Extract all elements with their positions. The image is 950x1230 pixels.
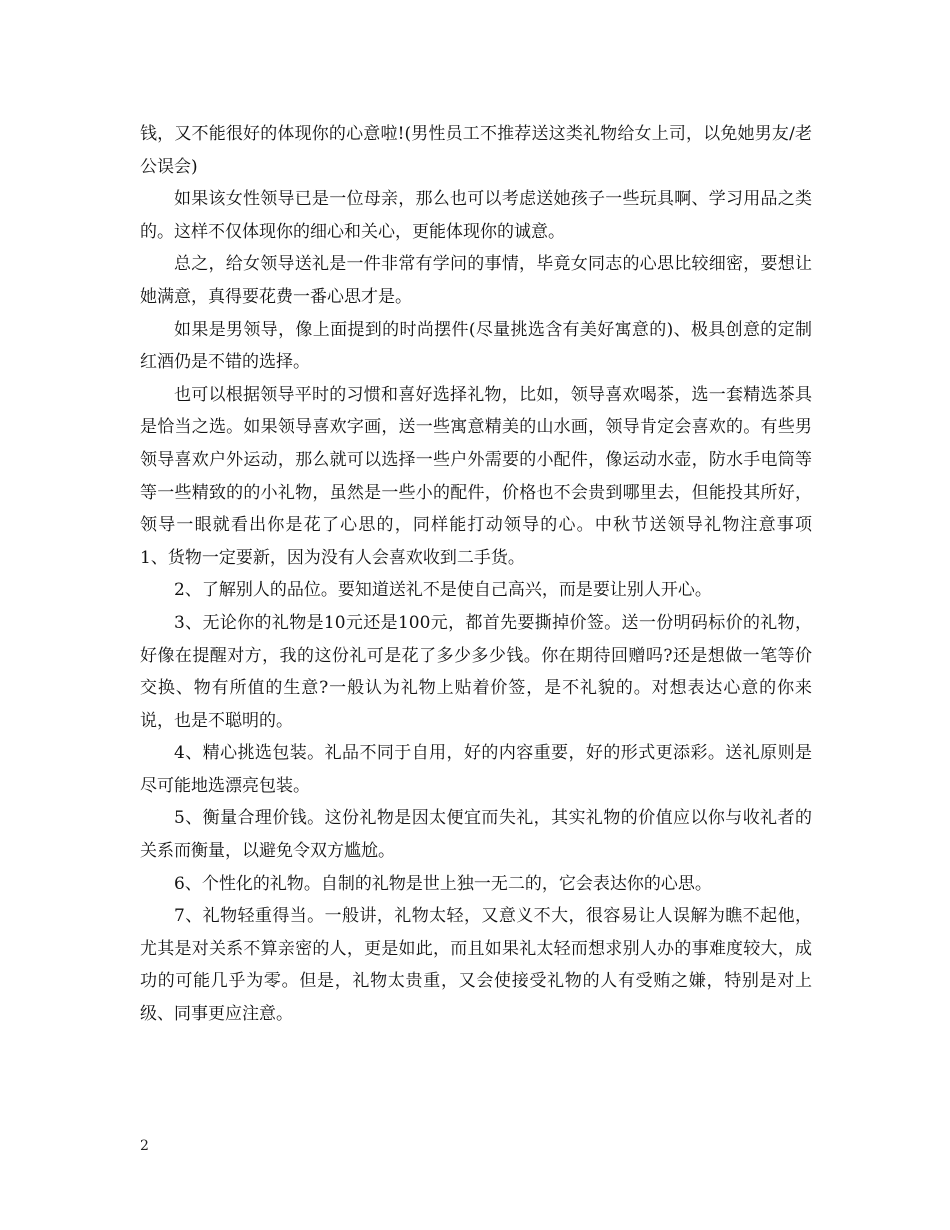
paragraph: 3、无论你的礼物是10元还是100元，都首先要撕掉价签。送一份明码标价的礼物，好像在提醒对方，我的这份礼可是花了多少多少钱。你在期待回赠吗?还是想做一笔等价交换、物有所值的生意?一般认为礼物上贴着价签，是不礼貌的。对想表达心意的你来说，也是不聪明的。: [140, 612, 812, 731]
paragraph: 也可以根据领导平时的习惯和喜好选择礼物，比如，领导喜欢喝茶，选一套精选茶具是恰当之选。如果领导喜欢字画，送一些寓意精美的山水画，领导肯定会喜欢的。有些男领导喜欢户外运动，那么就可以选择一些户外需要的小配件，像运动水壶，防水手电筒等等一些精致的的小礼物，虽然是一些小的配件，价格也不会贵到哪里去，但能投其所好，领导一眼就看出你是花了心思的，同样能打动领导的心。中秋节送领导礼物注意事项 1、货物一定要新，因为没有人会喜欢收到二手货。: [140, 384, 846, 568]
paragraph: 如果是男领导，像上面提到的时尚摆件(尽量挑选含有美好寓意的)、极具创意的定制红酒仍是不错的选择。: [140, 319, 812, 373]
paragraph: 总之，给女领导送礼是一件非常有学问的事情，毕竟女同志的心思比较细密，要想让她满意，真得要花费一番心思才是。: [140, 254, 812, 307]
document-body: [140, 118, 846, 1031]
page-number: 2: [140, 1138, 149, 1154]
paragraph: 钱，又不能很好的体现你的心意啦!(男性员工不推荐送这类礼物给女上司，以免她男友/老公误会): [140, 124, 812, 177]
paragraph: 4、精心挑选包装。礼品不同于自用，好的内容重要，好的形式更添彩。送礼原则是尽可能地选漂亮包装。: [140, 743, 812, 796]
paragraph: 如果该女性领导已是一位母亲，那么也可以考虑送她孩子一些玩具啊、学习用品之类的。这样不仅体现你的细心和关心，更能体现你的诚意。: [140, 189, 812, 242]
paragraph: 7、礼物轻重得当。一般讲，礼物太轻，又意义不大，很容易让人误解为瞧不起他，尤其是对关系不算亲密的人，更是如此，而且如果礼太轻而想求别人办的事难度较大，成功的可能几乎为零。但是，礼物太贵重，又会使接受礼物的人有受贿之嫌，特别是对上级、同事更应注意。: [140, 906, 812, 1025]
paragraph: 2、了解别人的品位。要知道送礼不是使自己高兴，而是要让别人开心。: [174, 580, 712, 601]
paragraph: 5、衡量合理价钱。这份礼物是因太便宜而失礼，其实礼物的价值应以你与收礼者的关系而衡量，以避免令双方尴尬。: [140, 808, 812, 862]
paragraph: 6、个性化的礼物。自制的礼物是世上独一无二的，它会表达你的心思。: [174, 873, 712, 894]
